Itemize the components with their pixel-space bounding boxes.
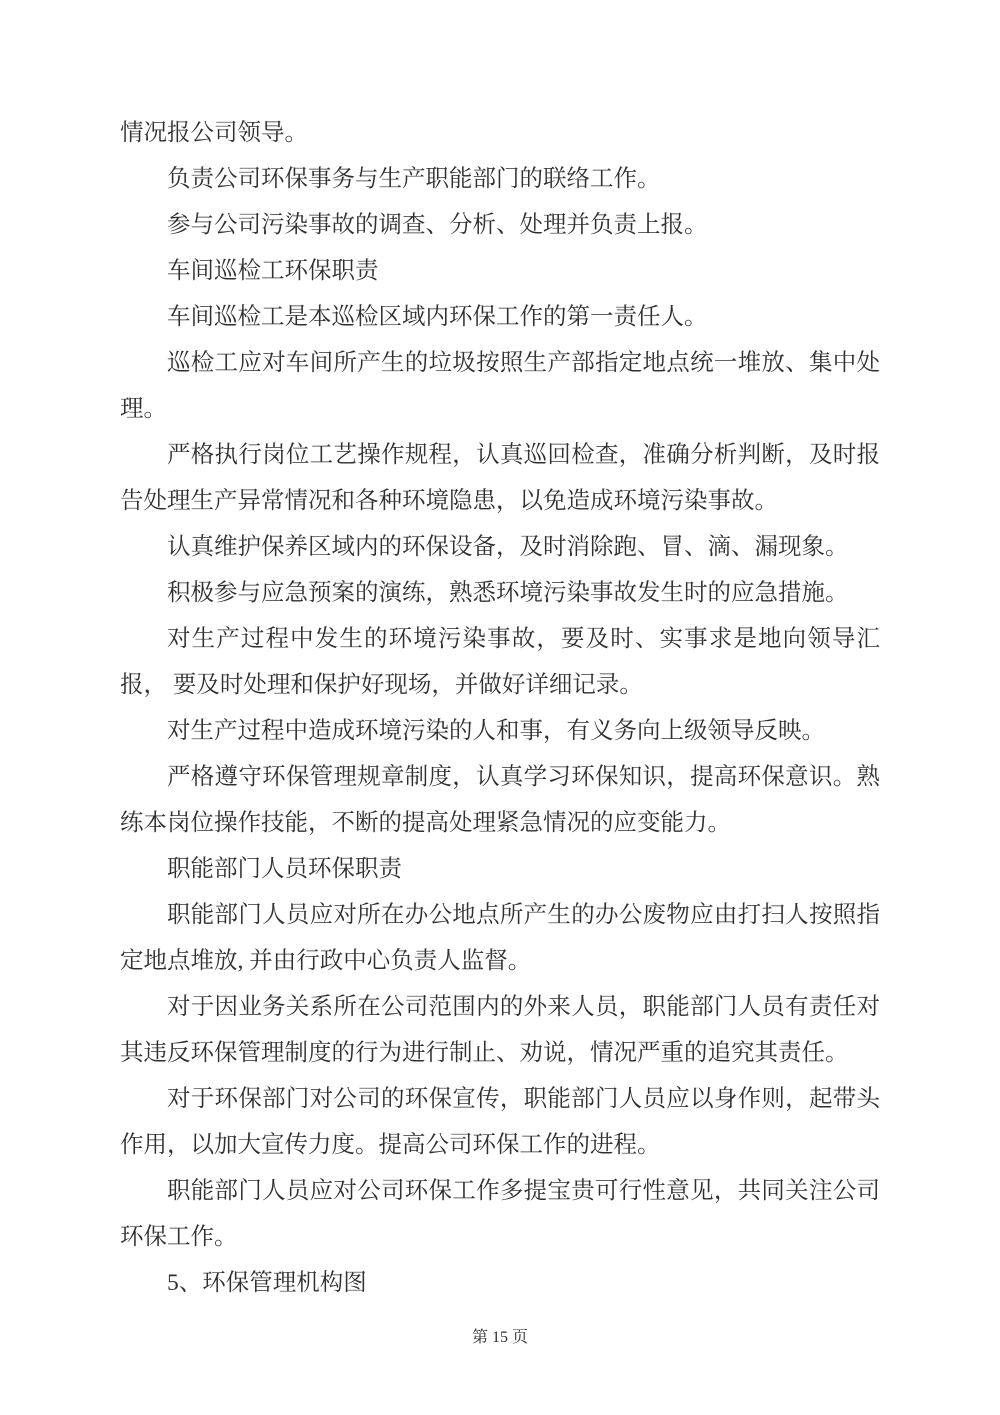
paragraph: 情况报公司领导。 bbox=[120, 120, 308, 146]
paragraph: 对于环保部门对公司的环保宣传，职能部门人员应以身作则，起带头作用，以加大宣传力度。提高公司环保工作的进程。 bbox=[120, 1086, 880, 1158]
paragraph: 严格遵守环保管理规章制度，认真学习环保知识，提高环保意识。熟练本岗位操作技能，不断的提高处理紧急情况的应变能力。 bbox=[120, 764, 880, 836]
paragraph: 积极参与应急预案的演练，熟悉环境污染事故发生时的应急措施。 bbox=[167, 580, 849, 606]
paragraph: 认真维护保养区域内的环保设备，及时消除跑、冒、滴、漏现象。 bbox=[167, 534, 849, 560]
section-heading: 5、环保管理机构图 bbox=[167, 1270, 367, 1296]
paragraph: 职能部门人员应对公司环保工作多提宝贵可行性意见，共同关注公司环保工作。 bbox=[120, 1178, 880, 1250]
paragraph: 严格执行岗位工艺操作规程，认真巡回检查，准确分析判断，及时报告处理生产异常情况和各种环境隐患，以免造成环境污染事故。 bbox=[120, 442, 880, 514]
paragraph: 职能部门人员应对所在办公地点所产生的办公废物应由打扫人按照指定地点堆放, 并由行政中心负责人监督。 bbox=[120, 902, 880, 974]
paragraph: 参与公司污染事故的调查、分析、处理并负责上报。 bbox=[167, 212, 708, 238]
paragraph: 负责公司环保事务与生产职能部门的联络工作。 bbox=[167, 166, 661, 192]
paragraph: 对生产过程中造成环境污染的人和事，有义务向上级领导反映。 bbox=[167, 718, 825, 744]
section-heading: 车间巡检工环保职责 bbox=[167, 258, 379, 284]
page-footer bbox=[0, 1325, 1000, 1351]
section-heading: 职能部门人员环保职责 bbox=[167, 856, 402, 882]
paragraph: 对生产过程中发生的环境污染事故，要及时、实事求是地向领导汇报， 要及时处理和保护好现场，并做好详细记录。 bbox=[120, 626, 880, 698]
page-number: 第 15 页 bbox=[471, 1329, 528, 1346]
paragraph: 巡检工应对车间所产生的垃圾按照生产部指定地点统一堆放、集中处理。 bbox=[120, 350, 880, 422]
paragraph: 对于因业务关系所在公司范围内的外来人员，职能部门人员有责任对其违反环保管理制度的行为进行制止、劝说，情况严重的追究其责任。 bbox=[120, 994, 880, 1066]
paragraph: 车间巡检工是本巡检区域内环保工作的第一责任人。 bbox=[167, 304, 708, 330]
document-body bbox=[120, 110, 880, 1306]
